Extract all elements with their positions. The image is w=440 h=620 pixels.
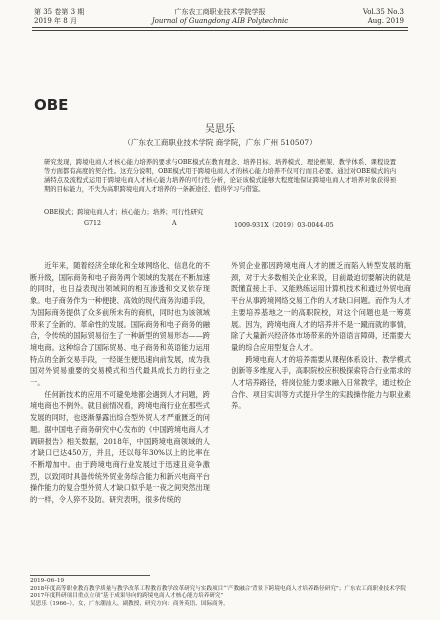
volume-issue: 第 35 卷第 3 期 bbox=[34, 8, 85, 16]
author-affiliation: （广东农工商职业技术学院 商学院，广东 广州 510507） bbox=[123, 138, 317, 147]
volume-issue-en: Vol.35 No.3 bbox=[362, 8, 404, 16]
keywords: OBE模式；跨境电商人才；核心能力；培养；可行性研究 bbox=[44, 209, 204, 216]
header-left bbox=[34, 8, 84, 26]
footnote bbox=[30, 578, 410, 608]
body-paragraph: 近年来，随着经济全球化和全球网络化、信息化的不断升级，国际商务和电子商务两个领域的发展在不断加速的同时，也日益表现出领域间的相互渗透和交叉依存现象。电子商务作为一种便捷、高效的现代商务沟通手段，为国际商务提供了众多前所未有的商机，同时也为该领域带来了全新的、革命性的发展。国际商务和电子商务的融合，令传统的国际贸易衍生了一种新型的贸易形态——跨境电商。这种综合了国际贸易、电子商务和英语能力运用特点的全新交易手段，一经诞生便迅速向前发展，成为我国对外贸易重要的交易模式和当代最具成长力的行业之一。 bbox=[30, 261, 210, 388]
clc-number: G712 bbox=[84, 220, 102, 227]
article-id: 1009-931X（2019）03-0044-05 bbox=[234, 222, 334, 229]
header-center bbox=[120, 8, 320, 26]
abstract: 研究发现，跨境电商人才核心能力培养的要求与OBE模式在教育理念、培养目标、培养模式、理论框架、教学体系、课程设置等方面都有高度的契合性。这充分说明，OBE模式用于跨境电商人才的核心能力培养不仅可行而且必要。通过对OBE模式的内涵特点及流程式运用于跨境电商人才核心能力培养的可行性分析，论证该模式能够大程度地保证跨境电商人才培养对象获得预期的目标能力，不失为高职跨境电商人才培养的一条新途径、值得学习与借鉴。 bbox=[44, 159, 396, 193]
body-paragraph: 任何新技术的应用不可避免地都会遇到人才问题，跨境电商也不例外。就目前情况看，跨境电商行业在那些式发展的同时，也逐渐暴露出综合型外贸人才严重匮乏的问题。据中国电子商务研究中心发布的《中国跨境电商人才调研报告》相关数据，2018年，中国跨境电商领域的人才缺口已达450万，并且，还以每年30%以上的比率在不断增加中。由于跨境电商行业发展过于迅速且竞争激烈，以致同时具备传统外贸业务综合能力和新兴电商平台操作能力的复合型外贸人才缺口似乎是一夜之间突然出现的一样，令人猝不及防。研究表明，很多传统的 bbox=[30, 389, 210, 505]
classification-line bbox=[44, 220, 396, 230]
publication-date-en: Aug. 2019 bbox=[367, 17, 404, 25]
body-column-right bbox=[231, 260, 411, 412]
author-bio: 吴思乐（1966–），女，广东潮汕人，副教授，研究方向：商务英语、国际商务。 bbox=[30, 600, 229, 607]
body-paragraph: 外贸企业都因跨境电商人才的匮乏而陷入转型发展的瓶颈，对于大多数相关企业来说，目前最迫切要解决的就是既懂直接上手、又能熟练运用计算机技术和通过外贸电商平台从事跨境网络交易工作的人才缺口问题。而作为人才主要培养基地之一的高职院校，对这个问题也是一筹莫展。因为，跨境电商人才的培养并不是一蹴而就的事情，除了大量新兴经济体市场带来的外语语言障碍，还需要大量的综合应用型复合人才。 bbox=[231, 261, 411, 352]
fund-info: 2018年度高等职业教育教学质量与教学改革工程教育教学改革研究与实践项目“‘产教融合’背景下跨境电商人才培养路径研究”；广东农工商职业技术学院2017年度科研项目重点立项“基于成果导向的跨境电商人才核心能力培养研究” bbox=[30, 585, 406, 600]
journal-name-cn: 广东农工商职业技术学院学报 bbox=[174, 8, 266, 16]
header-right bbox=[363, 8, 404, 26]
header-rule bbox=[32, 27, 408, 31]
footnote-rule bbox=[30, 575, 150, 576]
journal-name-en: Journal of Guangdong AIB Polytechnic bbox=[151, 17, 289, 25]
body-column-left bbox=[30, 260, 210, 506]
document-code: A bbox=[172, 220, 177, 227]
article-title: OBE bbox=[34, 96, 69, 114]
running-header bbox=[0, 6, 440, 36]
publication-date: 2019 年 8 月 bbox=[34, 17, 77, 25]
body-paragraph: 跨境电商人才的培养需要从课程体系设计、教学模式创新等多维度入手，高职院校应积极探索符合行业需求的人才培养路径，将岗位能力要求融入日常教学，通过校企合作、项目实训等方式提升学生的实践操作能力与职业素养。 bbox=[231, 354, 411, 411]
author-name: 吴思乐 bbox=[205, 124, 235, 135]
received-date: 2019–06–19 bbox=[30, 578, 65, 584]
